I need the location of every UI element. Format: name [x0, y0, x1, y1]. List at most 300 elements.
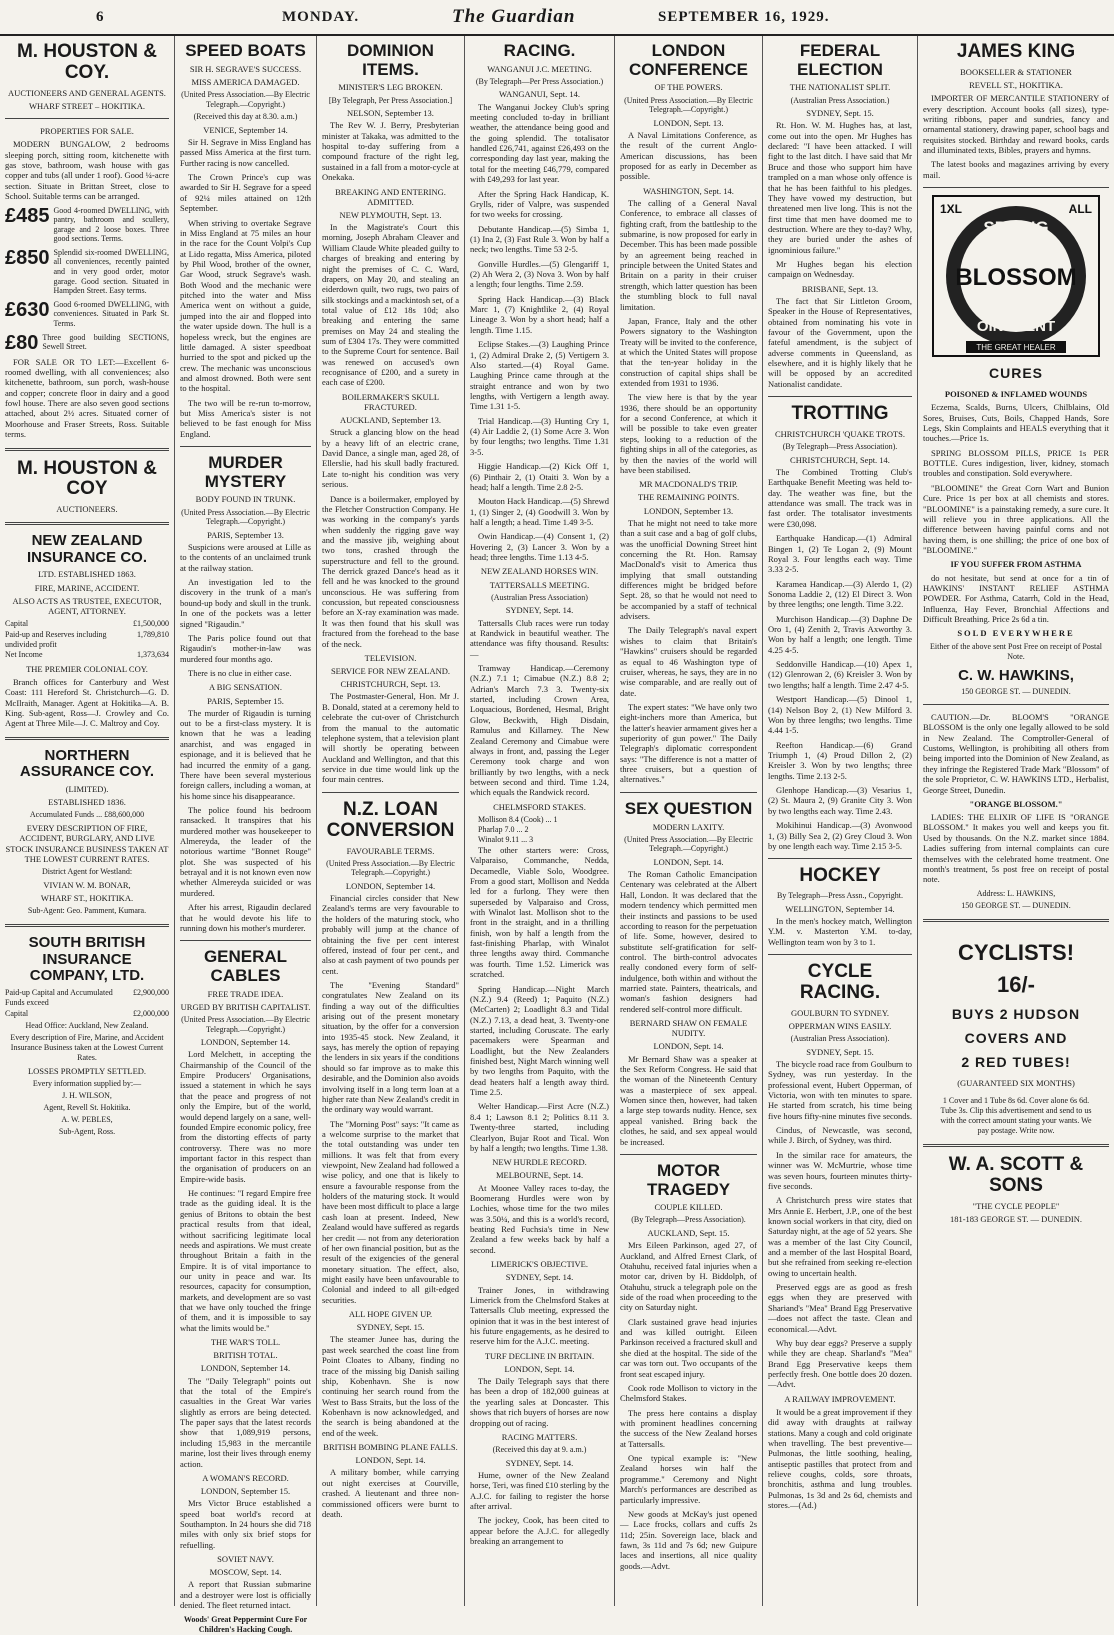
masthead-title: The Guardian	[452, 6, 576, 27]
paragraph: That he might not need to take more than a suit case and a bag of golf clubs, was the unofficial Downing Street hint concerning the Rt. Hon. Ramsay MacDonald's visit to America thus implying that small outstanding differences might be bridged before Sept. 28, so that he would not need to be accompanied by a staff of technical advisers.	[620, 517, 757, 622]
sold-everywhere: SOLD EVERYWHERE	[957, 628, 1075, 639]
houston2-title: M. HOUSTON & COY	[16, 457, 158, 500]
paragraph: The bicycle road race from Goulburn to Sydney, was run yesterday. In the professional event, Hubert Opperman, of Victoria, won with ten minutes to spare. He started from scratch, his time being five hours fifty-nine minutes five seconds.	[768, 1058, 912, 1121]
race-result: Earthquake Handicap.—(1) Admiral Bingen 1, (2) Te Logan 2, (9) Mount Royal 3. Four lengths each way. Time 3.33 2-5.	[768, 533, 912, 575]
paragraph: Cook rode Mollison to victory in the Chelmsford Stakes.	[620, 1382, 757, 1404]
ladies-ad: LADIES: THE ELIXIR OF LIFE IS "ORANGE BLOSSOM." It makes you well and keeps you fit. Used by thousands. On the N.Z. market since 1884. Ladies suffering from internal complaints can cure themselves with the celebrated home treatment. One month's treatment, 5s post free on receipt of postal note.	[923, 812, 1109, 885]
northern-district: District Agent for Westland:	[41, 866, 133, 876]
paragraph: Tattersalls Club races were run today at Randwick in beautiful weather. The attendance was fifty thousand. Results:—	[470, 617, 609, 659]
paragraph: Spring Handicap.—Night March (N.Z.) 9.4 (Reed) 1; Paquito (N.Z.) (McCarten) 2; Loadlight 8.3 and Tidal (N.Z.) 7.13, a dead heat, 3. Twenty-one started, including Coruscate. The early pacemakers were Spearman and Loadlight, but the New Zealanders finished best, Night March winning well by two lengths from Paquito, with the dead heaters half a length away third. Time 2.5.	[470, 983, 609, 1098]
divider	[5, 448, 169, 451]
cyclists-price: 16/-	[997, 971, 1035, 997]
svg-text:SPRING: SPRING	[983, 218, 1049, 238]
sbi-info: Every information supplied by:—	[32, 1079, 142, 1089]
listing-text: Splendid six-roomed DWELLING, all conveniences, recently painted and in very good order, motor garage. Good section. Situated in Hampden Street. Easy terms.	[53, 247, 169, 296]
credit-line: (United Press Association.—By Electric Telegraph.—Copyright.)	[181, 90, 310, 109]
column-1	[0, 36, 175, 1606]
general-cables-headline: GENERAL CABLES	[203, 947, 288, 985]
cures-sub: POISONED & INFLAMED WOUNDS	[944, 389, 1088, 400]
james-king-books: The latest books and magazines arriving by every mail.	[923, 159, 1109, 180]
result-line: Mollison 8.4 (Cook) ... 1	[478, 814, 558, 824]
credit-line: (United Press Association.—By Electric Telegraph.—Copyright.)	[181, 507, 310, 527]
paragraph: In the men's hockey match, Wellington Y.M. v. Masterton Y.M. to-day, Wellington team won by 3 to 1.	[768, 915, 912, 947]
dateline: LONDON, September 14.	[200, 1037, 291, 1048]
fin-row: Capital £1,500,000	[5, 619, 169, 629]
race-result: Debutante Handicap.—(5) Simba 1, (1) Ina 2, (3) Fast Rule 3. Won by half a neck; two lengths. Time 53 2-5.	[470, 223, 609, 255]
motor-tragedy-headline: MOTOR TRAGEDY	[646, 1160, 731, 1199]
nz-insurance-financials	[5, 619, 169, 661]
bloomine-ad: "BLOOMINE" the Great Corn Wart and Bunion Cure. Price 1s per box at all chemists and stores. "BLOOMINE" is a painstaking remedy, a sure cure. It will relieve you in three applications. All the difference between having painful corns and not having them, is one shilling; the price of one box of "BLOOMINE."	[923, 482, 1109, 555]
paragraph: When striving to overtake Segrave in Miss England at 75 miles an hour in the race for the Count Volpi's Cup at Lido regatta, Miss America, piloted by Phil Wood, brother of the owner, Gar Wood, struck Segrave's wash. Both Wood and the mechanic were pitched into the water and Miss America went on without a guide, jumped into the air and flopped into the water upside down. The hull is a hopeless wreck, but the engines are little damaged. A sister speedboat hurried to the spot and picked up the crew. The mechanic was unconscious and almost drowned. Both were sent to the hospital.	[180, 217, 311, 394]
listing-text: Three good building SECTIONS, Sewell Street.	[42, 332, 169, 352]
column-6	[763, 36, 918, 1606]
credit-line: (Australian Press Association)	[491, 592, 588, 602]
nz-insurance-branch: Branch offices for Canterbury and West Coast: 111 Hereford St. Christchurch—G. D. McIlraith, Manager. Agent at Hokitika—A. B. King. Sub-agent, Ross—J. Crowley and Co. Agent at Three Mile—J. C. Maltroy and Coy.	[5, 676, 169, 729]
sbi-agent2: A. W. PEBLES,	[61, 1115, 113, 1125]
divider	[923, 1144, 1109, 1147]
race-result: Owin Handicap.—(4) Consent 1, (2) Hovering 2, (3) Lancer 3. Won by a head; three lengths. Time 1.13 4-5.	[470, 531, 609, 563]
sex-question-headline: SEX QUESTION	[624, 798, 753, 818]
paragraph: The "Daily Telegraph" points out that the total of the Empire's casualties in the Great War varies slightly as errors are being detected. The paper says that the latest records show that 1,089,919 persons, including 15,983 in the mercantile marine, lost their lives through enemy action.	[180, 1375, 311, 1469]
subheading: BOILERMAKER'S SKULL FRACTURED.	[341, 391, 440, 412]
column-4	[465, 36, 615, 1606]
race-result: Higgie Handicap.—(2) Kick Off 1, (6) Pinthair 2, (1) Otaiti 3. Won by a head; half a length. Time 2.8 2-5.	[470, 461, 609, 492]
james-king-desc: IMPORTER OF MERCANTILE STATIONERY of every description. Account books (all sizes), type-writing ribbons, paper and sundries, fancy and ornamental stationery, drawing paper, school bags and requisites stocked. Birthday and reward books, cards and illuminated texts, Bibles, prayers and hymns.	[923, 93, 1109, 156]
subheading: NEW HURDLE RECORD.	[492, 1157, 587, 1168]
divider	[5, 924, 169, 927]
dateline: WANGANUI, Sept. 14.	[499, 89, 580, 100]
dateline: LONDON, September 14.	[200, 1363, 291, 1374]
subheading: LIMERICK'S OBJECTIVE.	[491, 1259, 588, 1270]
subheading: THE REMAINING POINTS.	[637, 492, 740, 503]
orange-blossom-heading: "ORANGE BLOSSOM."	[969, 798, 1063, 809]
column-7	[918, 36, 1114, 1606]
dateline: SYDNEY, Sept. 14.	[505, 605, 574, 616]
dateline: LONDON, September 15.	[200, 1486, 291, 1497]
credit-line: By Telegraph—Press Assn., Copyright.	[777, 891, 903, 901]
credit-line: (By Telegraph—Per Press Association.)	[475, 76, 604, 86]
subheading: COUPLE KILLED.	[654, 1202, 723, 1213]
paragraph: At Moonee Valley races to-day, the Boomerang Hurdles were won by Lochies, whose time for the two miles was 3.50¼, and this is a world's record, beating Red Fuchsia's time in New Zealand a few weeks back by half a second.	[470, 1182, 609, 1255]
caution-notice: CAUTION.—Dr. BLOOM'S "ORANGE BLOSSOM is the only one legally allowed to be sold in New Zealand. The Comptroller-General of Customs, Wellington, is prohibiting all others from being imported into the Dominion of New Zealand, as they infringe the Registered Trade Mark "Blossom" of the sole Proprietor, C. W. HAWKINS LTD., Herbalist, George Street, Dunedin.	[923, 712, 1109, 795]
paragraph: The Crown Prince's cup was awarded to Sir H. Segrave for a speed of 92¼ miles attained on 12th September.	[180, 172, 311, 214]
listing-text: Good 6-roomed DWELLING, with conveniences. Situated in Park St. Terms.	[53, 299, 169, 329]
received-line: (Received this day at 9. a.m.)	[492, 1445, 587, 1455]
dateline: NEW PLYMOUTH, Sept. 13.	[339, 209, 442, 220]
dateline: MELBOURNE, Sept. 14.	[495, 1170, 584, 1181]
paragraph: Struck a glancing blow on the head by a heavy lift of an electric crane, David Dance, a single man, aged 28, of Ellerslie, had his skull badly fractured. Late to-night his condition was very serious.	[322, 427, 459, 490]
subheading: SERVICE FOR NEW ZEALAND.	[330, 666, 451, 677]
subheading: TURF DECLINE IN BRITAIN.	[484, 1350, 595, 1361]
paragraph: The Postmaster-General, Hon. Mr J. B. Donald, stated at a ceremony held to celebrate the cut-over of Christchurch from the manual to the automatic telephone system, that a television plant will shortly be operating between Auckland and Wellington, and that this service in due time would link up the four main centres.	[322, 691, 459, 785]
subheading: TELEVISION.	[364, 652, 417, 663]
race-result: Mouton Hack Handicap.—(5) Shrewd 1, (1) Singer 2, (4) Goodwill 3. Won by half a length; a head. Time 1.49 3-5.	[470, 496, 609, 527]
hockey-headline: HOCKEY	[799, 865, 881, 887]
paragraph: The Roman Catholic Emancipation Centenary was celebrated at the Albert Hall, London. It was declared that the modern tendency which permitted men their instincts and passions to be used according to reason for the perpetuation of life. Some, however, desired to substitute self-gratification for self-control. The birth-control advocates really condoned every form of self-indulgence, both within and without the married state. Painters, theatricals, and woman's fashion designers had rendered self-control more difficult.	[620, 869, 757, 1014]
james-king-sub: BOOKSELLER & STATIONER	[960, 66, 1072, 77]
race-result: Westport Handicap.—(5) Dinool 1, (14) Nelson Boy 2, (1) New Milford 3. Won by three lengths; two lengths. Time 4.44 1-5.	[768, 694, 912, 736]
dateline: LONDON, Sept. 14.	[653, 856, 724, 867]
murder-mystery-headline: MURDER MYSTERY	[204, 453, 287, 491]
subheading: BRITISH BOMBING PLANE FALLS.	[323, 1442, 458, 1453]
nz-insurance-premier: THE PREMIER COLONIAL COY.	[26, 663, 148, 674]
hawkins-name: C. W. HAWKINS,	[958, 666, 1074, 684]
credit-line: (United Press Association.—By Electric Telegraph.—Copyright.)	[326, 858, 455, 878]
credit-line: (United Press Association.—By Electric Telegraph.—Copyright.)	[624, 95, 753, 115]
paragraph: Japan, France, Italy and the other Powers signatory to the Washington Treaty will be invited to the conference, at which the United States will propose that the ten-year holiday in the construction of capital ships shall be extended from 1931 to 1936.	[620, 315, 757, 389]
paragraph: Tramway Handicap.—Ceremony (N.Z.) 7.1 1; Cimabue (N.Z.) 8.8 2; Adrian's March 7.3 3. Twenty-six started, including Crown Area, Loquacious, Bordened, Hesmal, Bright Glow, Beckwith, High Disdain, Ramulus and Killarney. The New Zealand Ceremony and Cimabue were always in front, and, passing the Leger Ceremony took charge and won brilliantly by two lengths, with a neck between second and third. Time 1.24, which equals the Randwick record.	[470, 662, 609, 798]
cyclists-buys: BUYS 2 HUDSON	[951, 1005, 1081, 1022]
dateline: LONDON, Sept. 14.	[504, 1363, 575, 1374]
credit-line: (Australian Press Association).	[790, 1034, 890, 1044]
paragraph: The calling of a General Naval Conference, to embrace all classes of fighting craft, from the battleship to the submarine, is now proposed for early in December. This has been made possible by an agreement being reached in principle between the United States and Britain on a parity in their cruiser strength, which latter question has been the stumbling block to full naval limitation.	[620, 197, 757, 312]
subheading: RACING MATTERS.	[501, 1431, 578, 1442]
bungalow-listing: MODERN BUNGALOW, 2 bedrooms sleeping porch, sitting room, kitchenette with gas stove, bathroom, wash house with gas copper and tubs (all under 1 roof). Good ¼-acre section. Situate in Brittan Street, close to School. Suitable terms can be arranged.	[5, 139, 169, 202]
sbi-agent1-addr: Agent, Revell St. Hokitika.	[43, 1103, 131, 1113]
dateline: SYDNEY, Sept. 14.	[505, 1272, 574, 1283]
paragraph: A military bomber, while carrying out night exercises at Courville, crashed. A lieutenant and three non-commissioned officers were burnt to death.	[322, 1467, 459, 1519]
listing-price: £485	[5, 204, 50, 227]
paragraph: Clark sustained grave head injuries and was killed outright. Eileen Parkinson received a fractured skull and she died at the hospital. The side of the car was torn out. Two occupants of the front seat escaped injury.	[620, 1316, 757, 1379]
subheading: SOVIET NAVY.	[217, 1554, 274, 1565]
subheading: MINISTER'S LEG BROKEN.	[338, 82, 443, 93]
svg-text:ALL: ALL	[1068, 202, 1092, 217]
nz-insurance-types: FIRE, MARINE, ACCIDENT.	[34, 582, 140, 593]
dateline: AUCKLAND, September 13.	[339, 415, 442, 426]
paragraph: The Daily Telegraph's naval expert wishes to claim that Britain's "Hawkins" cruisers should be regarded as equal to 46 Washington type of cruiser, whereas, he says, they are in no wise comparable, and are really out of date.	[620, 625, 757, 698]
svg-text:BLOSSOM: BLOSSOM	[955, 264, 1077, 292]
divider	[180, 446, 311, 447]
paragraph: In the Magistrate's Court this morning, Joseph Abraham Cleaver and William Claude White pleaded guilty to charges of breaking and entering by night the premises of C. C. Ward, drapers, on May 20, and stealing an eiderdown quilt, two rugs, two pairs of silk stockings and a mackintosh set, of a total value of £12 18s 10d; also breaking and entering the same premises on May 24 and stealing the sum of £304 17s. They were committed to the Supreme Court for sentence. Bail was renewed on accused's own recognisance of £200, and a surety in each case of £200.	[322, 222, 459, 388]
scott-title: W. A. SCOTT & SONS	[948, 1153, 1084, 1196]
paragraph: The Wanganui Jockey Club's spring meeting concluded to-day in brilliant weather, the attendance being good and the going splendid. The totalisator handled £26,741, against £26,493 on the corresponding day last year, making the total for the meeting £46,779, compared with £49,293 for last year.	[470, 101, 609, 185]
cyclists-tubes: 2 RED TUBES!	[961, 1053, 1071, 1070]
divider	[923, 187, 1109, 188]
dateline: VENICE, September 14.	[203, 124, 288, 135]
subheading: OF THE POWERS.	[654, 82, 723, 93]
sbi-office: Head Office: Auckland, New Zealand.	[25, 1020, 149, 1030]
paragraph: The two will be re-run to-morrow, but Miss America's sister is not believed to be fast enough for Miss England.	[180, 397, 311, 439]
cyclists-guarantee: (GUARANTEED SIX MONTHS)	[957, 1077, 1075, 1088]
subheading: MISS AMERICA DAMAGED.	[191, 76, 300, 87]
paragraph: A Christchurch press wire states that Mrs Annie E. Herbert, J.P., one of the best known social workers in that city, died on Saturday night, at the age of 52 years. She was a member of the last City Council, and a member of the last Hospital Board, but she refrained from seeking re-election owing to uncertain health.	[768, 1195, 912, 1278]
racing-headline: RACING.	[503, 41, 576, 60]
divider	[620, 1154, 757, 1155]
dateline: PARIS, September 15.	[207, 695, 284, 706]
race-result: Mokihinui Handicap.—(3) Avonwood 1, (3) Billy Sea 2, (2) Grey Cloud 3. Won by one length each way. Time 2.15 3-5.	[768, 820, 912, 851]
credit-line: (Australian Press Association.)	[790, 95, 890, 105]
credit-line: (By Telegraph—Press Association).	[782, 442, 898, 452]
subheading: SIR H. SEGRAVE'S SUCCESS.	[189, 63, 302, 74]
paragraph: In the similar race for amateurs, the winner was W. McMurtrie, whose time was seven hours, fourteen minutes thirty-five seconds.	[768, 1149, 912, 1191]
dateline: MOSCOW, Sept. 14.	[209, 1567, 282, 1578]
paragraph: The Daily Telegraph says that there has been a drop of 182,000 guineas at the yearling sales at Doncaster. This shows that rich buyers of horses are now dropping out of racing.	[470, 1376, 609, 1428]
paragraph: Welter Handicap.—First Acre (N.Z.) 8.4 1; Lawson 8.1 2; Politics 8.11 3. Twenty-three started, including Clearlyon, Bujar Root and Tical. Won by half a length; two lengths. Time 1.38.	[470, 1101, 609, 1153]
subheading: FAVOURABLE TERMS.	[346, 845, 435, 856]
subheading: WANGANUI J.C. MEETING.	[487, 63, 592, 74]
subheading: NEW ZEALAND HORSES WIN.	[480, 566, 599, 577]
subheading: GOULBURN TO SYDNEY.	[791, 1007, 889, 1018]
race-result: Gonville Hurdles.—(5) Glengariff 1, (2) Ah Wera 2, (3) Nova 3. Won by half a length; four lengths. Time 2.59.	[470, 258, 609, 290]
divider	[5, 522, 169, 525]
race-result: Karamea Handicap.—(3) Alerdo 1, (2) Sonoma Laddie 2, (12) El Direct 3. Won by three lengths; one length. Time 3.22.	[768, 578, 912, 610]
subheading: THE NATIONALIST SPLIT.	[789, 82, 891, 93]
cures-desc: Eczema, Scalds, Burns, Ulcers, Chilblains, Old Sores, Bruises, Cuts, Boils, Chapped Hands, Sore Legs, Skin Complaints and HEALS everything that it touches.—Price 1s.	[923, 402, 1109, 444]
nz-insurance-acts: ALSO ACTS AS TRUSTEE, EXECUTOR, AGENT, ATTORNEY.	[12, 595, 162, 617]
sale-or-let: FOR SALE OR TO LET:—Excellent 6-roomed dwelling, with all conveniences; also kitchenette, bathroom, sun porch, wash-house and copper; concrete floor in dairy and a good fowl house. There are also seven good sections attached, about 2½ acres. Situated corner of Moorhouse and Fraser Streets, Ross. Suitable terms.	[5, 356, 169, 440]
houston-ad-title: M. HOUSTON & COY.	[16, 41, 158, 83]
paragraph: The Rev W. J. Berry, Presbyterian minister at Takaka, was admitted to the hospital to-day suffering from a compound fracture of the right leg, sustained in a fall from a motor-cycle at Onekaka.	[322, 120, 459, 183]
hawkins-address: 150 GEORGE ST. — DUNEDIN.	[961, 687, 1071, 697]
cyclists-covers: COVERS AND	[964, 1029, 1068, 1046]
northern-agent: VIVIAN W. M. BONAR,	[43, 879, 131, 890]
race-result: Seddonville Handicap.—(10) Apex 1, (12) Glenrowan 2, (6) Kreisler 3. Won by two lengths; half a length. Time 2.47 4-5.	[768, 659, 912, 690]
dateline: SYDNEY, Sept. 15.	[806, 108, 874, 119]
subheading: OPPERMAN WINS EASILY.	[788, 1020, 892, 1031]
dateline: PARIS, September 13.	[207, 529, 284, 540]
paragraph: The police found his bedroom ransacked. It transpires that his murdered mother was housekeeper to Almereyda, the leader of the notorious wartime "Bonnet Rouge" plot. She was suspected of his betrayal and it is not known even now whether Almereyda suicided or was murdered.	[180, 804, 311, 898]
divider	[768, 954, 912, 955]
dateline: CHRISTCHURCH, Sept. 13.	[340, 679, 441, 690]
paragraph: Dance is a boilermaker, employed by the Fletcher Construction Company. He was working in the company's yards when suddenly the rigging gave way and the massive jib, weighing about two tons, crashed through the superstructure and fell to the ground. The derrick grazed Dance's head as it fell and he was knocked to the ground unconscious. He was suffering from concussion, but repeated consciousness before an X-ray examination was made. It was then found that his skull was fractured from the forehead to the base of the neck.	[322, 493, 459, 649]
paragraph: The view here is that by the year 1936, there should be an opportunity for a second Conference, at which it will be possible to take even greater steps, looking to a reduction of the fighting ships in all of the categories, as by then the navies of the world will have been stabilised.	[620, 392, 757, 475]
paragraph: A report that Russian submarine and a destroyer were lost is officially denied. The fleet returned intact.	[180, 1579, 311, 1611]
paragraph: Preserved eggs are as good as fresh eggs when they are preserved with Shariand's "Mea" Brand Egg Preservative—does not affect the taste. Clean and economical.—Advt.	[768, 1282, 912, 1334]
paragraph: Mr Bernard Shaw was a speaker at the Sex Reform Congress. He said that the woman of the Nineteenth Century was a masterpiece of sex appeal. Women since then, however, had taken a large step towards nudity. Hence, sex appeal vanished. Bring back the clothes, he said, and sex appeal would be increased.	[620, 1053, 757, 1147]
nz-insurance-est: LTD. ESTABLISHED 1863.	[38, 569, 136, 580]
column-2	[175, 36, 317, 1634]
northern-ltd: (LIMITED).	[65, 783, 109, 794]
paragraph: The murder of Rigaudin is turning out to be a first-class mystery. It is known that he was a leading anarchist, and was engaged in espionage, and it is believed that he had incurred the enmity of a gang. There have been several mysterious foreign callers, including a woman, at his home since his disappearance.	[180, 707, 311, 801]
listing-80	[5, 333, 169, 353]
dateline: WASHINGTON, Sept. 14.	[643, 185, 734, 196]
listing-485	[5, 206, 169, 244]
subheading: MODERN LAXITY.	[652, 821, 725, 832]
cyclists-heading: CYCLISTS!	[957, 939, 1075, 965]
subheading: CHRISTCHURCH 'QUAKE TROTS.	[774, 429, 906, 440]
fin-row: Capital £2,000,000	[5, 1008, 169, 1018]
divider	[768, 858, 912, 859]
svg-text:THE GREAT HEALER: THE GREAT HEALER	[976, 343, 1056, 353]
paragraph: The steamer Junee has, during the past week searched the coast line from Point Cloates to Albany, finding no trace of the missing big Danish sailing ship, Kobenhavn. She is now continuing her search round from the West to Bass Straits, but the loss of the Kobenhavn is now acknowledged, and the search is being abandoned at the end of the week.	[322, 1334, 459, 1438]
subheading: BERNARD SHAW ON FEMALE NUDITY.	[629, 1018, 748, 1039]
paragraph: It would be a great improvement if they did away with draughts at railway stations. Many a cough and cold originate when travelling. The best preventive—Pulmonas, the little soothing, healing, antiseptic pastilles that protect from and relieve coughs, colds, sore throats, bronchitis, asthma and lung troubles. Pulmonas, 1s 3d and 2s 6d, chemists and stores.—(Ad.)	[768, 1406, 912, 1511]
paragraph: One typical example is: "New Zealand horses win half the programme." Ceremony and Night March's performances are described as particularly impressive.	[620, 1453, 757, 1505]
paragraph: Why buy dear eggs? Preserve a supply while they are cheap. Sharland's "Mea" Brand Egg Preservative keeps them perfectly fresh. One bottle does 20 dozen.—Advt.	[768, 1337, 912, 1390]
dateline: LONDON, September 14.	[345, 880, 436, 891]
subheading: CHELMSFORD STAKES.	[493, 801, 586, 812]
masthead-day: MONDAY.	[282, 9, 360, 25]
credit-line: (By Telegraph—Press Association).	[631, 1215, 746, 1225]
subheading: BRITISH TOTAL.	[213, 1350, 278, 1361]
dateline: LONDON, September 13.	[643, 505, 734, 516]
received-line: (Received this day at 8.30. a.m.)	[193, 112, 298, 122]
subheading: URGED BY BRITISH CAPITALIST.	[180, 1001, 311, 1012]
federal-election-headline: FEDERAL ELECTION	[797, 41, 883, 79]
cyclists-small-print: 1 Cover and 1 Tube 8s 6d. Cover alone 6s 6d. Tube 3s. Clip this advertisement and send to us with the correct amount stating your wants. We pay postage. Write now.	[940, 1095, 1092, 1135]
speed-boats-headline: SPEED BOATS	[185, 41, 306, 60]
fin-row: Paid-up Capital and Accumulated Funds exceed £2,900,000	[5, 987, 169, 1008]
dateline: LONDON, Sept. 14.	[653, 1041, 724, 1052]
subheading: A BIG SENSATION.	[209, 682, 282, 693]
nz-insurance-title: NEW ZEALAND INSURANCE CO.	[26, 532, 147, 566]
asthma-desc: do not hesitate, but send at once for a tin of HAWKINS' INSTANT RELIEF ASTHMA POWDER. For Asthma, Catarrh, Cold in the Head, Influenza, Hay Fever, Bronchial Affections and Difficult Breathing. Price 2s 6d a tin.	[923, 572, 1109, 624]
paragraph: Mrs Victor Bruce established a speed boat world's record at Southampton. In 24 hours she did 718 miles with only six brief stops for refuelling.	[180, 1498, 311, 1550]
divider	[923, 704, 1109, 705]
subheading: BREAKING AND ENTERING. ADMITTED.	[335, 186, 446, 207]
northern-desc: EVERY DESCRIPTION OF FIRE, ACCIDENT, BURGLARY, AND LIVE STOCK INSURANCE BUSINESS TAKEN AT THE LOWEST CURRENT RATES.	[5, 823, 169, 864]
listing-text: Good 4-roomed DWELLING, with pantry, bathroom and scullery, garage and 2 loose boxes. Three good sections. Terms.	[53, 205, 169, 244]
dateline: LONDON, Sept. 14.	[355, 1455, 426, 1466]
northern-funds: Accumulated Funds ... £88,600,000	[29, 810, 145, 820]
svg-text:1XL: 1XL	[940, 202, 963, 217]
column-3	[317, 36, 465, 1606]
subheading: A RAILWAY IMPROVEMENT.	[784, 1393, 896, 1404]
listing-price: £630	[5, 298, 50, 321]
race-result: Trial Handicap.—(3) Hunting Cry 1, (4) Air Laddie 2, (1) Some Acre 3. Won by four lengths; two lengths. Time 1.31 3-5.	[470, 415, 609, 457]
divider	[180, 940, 311, 941]
paragraph: The "Evening Standard" congratulates New Zealand on its finding a way out of the difficulties arising out of the present monetary situation, by the offer for a conversion into 1935-45 stock. New Zealand, it says, has merely the option of repaying the lenders in six years if the conditions should so far improve as to make this desirable, and the Dominion also avoids involving itself in a long term loan at a higher rate than New Zealand's credit in the ordinary way would warrant.	[322, 979, 459, 1115]
asthma-heading: IF YOU SUFFER FROM ASTHMA	[950, 559, 1082, 570]
paragraph: Suspicions were aroused at Lille as to the contents of an unclaimed trunk at the railway station.	[180, 542, 311, 573]
northern-agent-address: WHARF ST., HOKITIKA.	[40, 893, 134, 904]
subheading: MR MACDONALD'S TRIP.	[639, 479, 738, 490]
paragraph: Mr Hughes began his election campaign on Wednesday.	[768, 259, 912, 280]
scott-address: 181-183 GEORGE ST. — DUNEDIN.	[949, 1213, 1083, 1224]
masthead-date: SEPTEMBER 16, 1929.	[658, 9, 830, 25]
svg-text:OINTMENT: OINTMENT	[976, 318, 1056, 336]
paragraph: A Naval Limitations Conference, as the result of the current Anglo-American discussions, has been proposed for as early in December as possible.	[620, 129, 757, 182]
subheading: A WOMAN'S RECORD.	[202, 1472, 289, 1483]
divider	[620, 792, 757, 793]
paragraph: After the Spring Hack Handicap, K. Grylls, rider of Valpre, was suspended for two weeks for crossing.	[470, 188, 609, 220]
divider	[923, 919, 1109, 922]
sbi-title: SOUTH BRITISH INSURANCE COMPANY, LTD.	[28, 934, 146, 985]
subheading: BODY FOUND IN TRUNK.	[195, 494, 296, 505]
paragraph: The press here contains a display with prominent headlines concerning the success of the New Zealand horses at Tattersalls.	[620, 1407, 757, 1449]
sbi-losses: LOSSES PROMPTLY SETTLED.	[27, 1065, 147, 1076]
result-line: Pharlap 7.0 ... 2	[478, 824, 529, 834]
sbi-desc: Every description of Fire, Marine, and Accident Insurance Business taken at the Lowest Current Rates.	[10, 1032, 164, 1062]
divider	[5, 737, 169, 740]
address-label: Address: L. HAWKINS,	[976, 888, 1056, 898]
james-king-title: JAMES KING	[956, 41, 1076, 62]
paragraph: Cindus, of Newcastle, was second, while J. Birch, of Sydney, was third.	[768, 1125, 912, 1146]
dateline: SYDNEY, Sept. 15.	[356, 1322, 425, 1333]
scott-sub: "THE CYCLE PEOPLE"	[972, 1200, 1060, 1211]
divider	[5, 118, 169, 119]
subheading: ALL HOPE GIVEN UP.	[348, 1309, 433, 1320]
houston-ad-address: WHARF STREET – HOKITIKA.	[28, 100, 145, 111]
listing-price: £80	[5, 331, 39, 354]
properties-heading: PROPERTIES FOR SALE.	[40, 126, 134, 137]
paragraph: After his arrest, Rigaudin declared that he would devote his life to running down his mother's murderer.	[180, 902, 311, 933]
paragraph: He continues: "I regard Empire free trade as the guiding ideal. It is the genius of Britons to obtain the best practical results from that ideal, without sacrificing legitimate local needs and aspirations. We must create throughout Britain a faith in the Empire. It is of vital importance to our unity in peace and war. Its resources, capacity for consumption, markets, and development are so vast that we have only touched the fringe of them, and it is impossible to say what the limits would be."	[180, 1188, 311, 1333]
result-line: Winalot 9.11 ... 3	[478, 834, 534, 844]
fin-row: Net Income 1,373,634	[5, 650, 169, 660]
fin-row: Paid-up and Reserves including undivided profit 1,789,810	[5, 629, 169, 649]
listing-630	[5, 300, 169, 329]
dateline: SYDNEY, Sept. 14.	[505, 1457, 574, 1468]
listing-price: £850	[5, 246, 50, 269]
paragraph: Mrs Eileen Parkinson, aged 27, of Auckland, and Alfred Ernest Clark, of Otahuhu, received fatal injuries when a motor car, driven by H. Biddolph, of Otahuhu, struck a telegraph pole on the side of the road when proceeding to the city on Saturday night.	[620, 1240, 757, 1313]
pills-ad: SPRING BLOSSOM PILLS, PRICE 1s PER BOTTLE. Cures indigestion, liver, kidney, stomach troubles and constipation. Sold everywhere.	[923, 447, 1109, 479]
dateline: BRISBANE, Sept. 13.	[801, 283, 879, 294]
paragraph: Sir H. Segrave in Miss England has passed Miss America at the first turn. Further racing is now cancelled.	[180, 137, 311, 168]
dateline: WELLINGTON, September 14.	[785, 903, 895, 914]
houston2-sub: AUCTIONEERS.	[56, 504, 118, 515]
spring-blossom-logo	[932, 195, 1100, 357]
london-conference-headline: LONDON CONFERENCE	[628, 41, 748, 79]
dateline: NELSON, September 13.	[347, 108, 434, 119]
james-king-address: REVELL ST., HOKITIKA.	[969, 80, 1063, 91]
paragraph: The other starters were: Cross, Valparaiso, Commanche, Nedda, Decamedle, Viable Solo, Woodgree. From a good start, Mollison and Nedda led for a furlong. They were then superseded by Valparaiso and Cross, with Winalot last. Mollison shot to the front in the straight, and in a thrilling finish, won by half a length from the fast-finishing Pharlap, with Winalot three lengths away third. Commanche was fourth. Time 1.52. Limerick was scratched.	[470, 844, 609, 980]
column-5	[615, 36, 763, 1606]
paragraph: The "Morning Post" says: "It came as a welcome surprise to the market that the total outstanding was under ten millions. It was felt that from every viewpoint, New Zealand had followed a wise policy, and one that is likely to ensure a favourable response from the holders of the maturing stock. It would have been most difficult to place a large cash loan at present. Indeed, New Zealand would have suffered as regards her credit — not from any deterioration of her own financial position, but as the result of the exigencies of the general monetary situation. The effect, also, might easily have been unfavourable to Colonial and indeed to all gilt-edged securities.	[322, 1118, 459, 1305]
paragraph: Rt. Hon. W. M. Hughes has, at last, come out into the open. Mr Hughes has declared: "I have been attacked. I will fight to the last ditch. I have said that Mr Bruce and those who support him have trampled on a man whose only offence is that he has been faithful to his pledges. They have vowed my destruction, but threatened men live long. This is not the first time that men have doomed me to destruction. Where are they to-day? Why, they are buried under the ashes of ignominious failure."	[768, 120, 912, 255]
northern-title: NORTHERN ASSURANCE COY.	[19, 746, 155, 781]
paragraph: The fact that Sir Littleton Groom, Speaker in the House of Representatives, obtained from nominating his vote in favour of the Government, upon the fateful amendment, is the subject of adverse comments in Queensland, as elsewhere, and it is highly likely that he will be opposed by an accredited Nationalist candidate.	[768, 295, 912, 389]
address-value: 150 GEORGE ST. — DUNEDIN.	[961, 900, 1071, 910]
paragraph: The jockey, Cook, has been cited to appear before the A.J.C. for allegedly breaking an arrangement to	[470, 1515, 609, 1546]
northern-subagent: Sub-Agent: Geo. Pamment, Kumara.	[27, 906, 147, 916]
listing-850	[5, 248, 169, 296]
paragraph: The expert states: "We have only two eight-inchers more than America, but the latter's heavier armament gives her a superiority of gun power." The Daily Telegraph's diplomatic correspondent says: "The difference is not a matter of three cruisers, but a question of alternatives."	[620, 701, 757, 785]
dominion-items-headline: DOMINION ITEMS.	[347, 41, 434, 79]
sbi-agent1: J. H. WILSON,	[62, 1091, 112, 1101]
credit-line: (United Press Association.—By Electric Telegraph.—Copyright.)	[624, 834, 753, 854]
dateline: LONDON, Sept. 13.	[653, 117, 724, 128]
trotting-headline: TROTTING	[791, 403, 889, 425]
sbi-agent2-addr: Sub-Agent, Ross.	[58, 1127, 116, 1137]
race-result: Reefton Handicap.—(6) Grand Triumph 1, (4) Proud Dillon 2, (2) Kreisler 3. Won by two lengths; three lengths. Time 2.13 2-5.	[768, 739, 912, 781]
mckay-advert: New goods at McKay's just opened — Lace frocks, collars and cuffs 2s 11d; 25in. Sovereign lace, black and fawn, 3s 11d and 7s 6d; new Guipure laces and insertions, all nice quality goods.—Advt.	[620, 1508, 757, 1571]
credit-line: [By Telegraph, Per Press Association.]	[328, 95, 453, 105]
subheading: THE WAR'S TOLL.	[210, 1337, 281, 1348]
race-result: Spring Hack Handicap.—(3) Black Marc 1, (7) Knightlike 2, (4) Royal Lineage 3. Won by a short head; half a length. Time 1.15.	[470, 293, 609, 335]
masthead	[0, 0, 1114, 36]
dateline: AUCKLAND, Sept. 15.	[647, 1228, 730, 1239]
woods-ad: Woods' Great Peppermint Cure For Children's Hacking Cough.	[183, 1614, 308, 1634]
dateline: CHRISTCHURCH, Sept. 14.	[790, 454, 890, 465]
houston-ad-subtitle: AUCTIONEERS AND GENERAL AGENTS.	[8, 87, 166, 98]
sbi-financials	[5, 988, 169, 1019]
nz-loan-headline: N.Z. LOAN CONVERSION	[326, 798, 455, 841]
race-result: Eclipse Stakes.—(3) Laughing Prince 1, (2) Admiral Drake 2, (5) Vertigern 3. Also started.—(4) Royal Game. Laughing Prince came through at the straight entrance and won by two lengths, with Vertigern a length away. Time 1.31 1-5.	[470, 339, 609, 412]
cures-heading: CURES	[988, 365, 1043, 382]
dateline: SYDNEY, Sept. 15.	[806, 1046, 874, 1057]
credit-line: (United Press Association.—By Electric Telegraph.—Copyright.)	[181, 1015, 310, 1034]
race-result: Glenhope Handicap.—(3) Vesarius 1, (2) St. Maura 2, (9) Granite City 3. Won by two lengths each way. Time 2.43.	[768, 785, 912, 816]
divider	[768, 396, 912, 397]
paragraph: Trainer Jones, in withdrawing Limerick from the Chelmsford Stakes at Tattersalls Club meeting, expressed the opinion that it was in the best interest of his future engagements, as he desired to reserve him for the A.J.C. meeting.	[470, 1284, 609, 1347]
paragraph: Financial circles consider that New Zealand's terms are very favourable to the holders of the maturing stock, who probably will jump at the chance of obtaining the five per cent interest offered, instead of four per cent., and also at cash payment of two pounds per cent.	[322, 893, 459, 976]
divider	[322, 792, 459, 793]
paragraph: There is no clue in either case.	[188, 667, 292, 678]
paragraph: The Combined Trotting Club's Earthquake Benefit Meeting was held to-day. The weather was fine, but the attendance was small. The track was in fast order. The totalisator investments were £30,098.	[768, 467, 912, 529]
cycle-racing-headline: CYCLE RACING.	[799, 960, 881, 1003]
subheading: TATTERSALLS MEETING.	[489, 579, 590, 590]
paragraph: The Paris police found out that Rigaudin's mother-in-law was murdered four months ago.	[180, 632, 311, 664]
northern-est: ESTABLISHED 1836.	[48, 796, 126, 807]
race-result: Murchison Handicap.—(3) Daphne De Oro 1, (4) Zenith 2, Travis Axworthy 3. Won by half a length; one length. Time 4.25 4-5.	[768, 613, 912, 655]
paragraph: Lord Melchett, in accepting the Chairmanship of the Council of the Empire Producers' Organisations, issued a statement in which he says that the peace and progress of not only the Empire, but of the world, would depend largely on a sane, well-founded Empire economic policy, free from the distorting effects of party controversy. There was no more important factor in this respect than the organisation of producers on an Empire-wide basis.	[180, 1049, 311, 1184]
post-free-note: Either of the above sent Post Free on receipt of Postal Note.	[930, 641, 1102, 661]
paragraph: An investigation led to the discovery in the trunk of a man's bound-up body and skull in the trunk. In one of the pockets was a letter signed "Rigaudin."	[180, 577, 311, 629]
paragraph: Hume, owner of the New Zealand horse, Teri, was fined £10 sterling by the A.J.C. for failing to register the horse after arrival.	[470, 1469, 609, 1511]
page-number: 6	[96, 9, 105, 25]
subheading: FREE TRADE IDEA.	[207, 988, 284, 999]
